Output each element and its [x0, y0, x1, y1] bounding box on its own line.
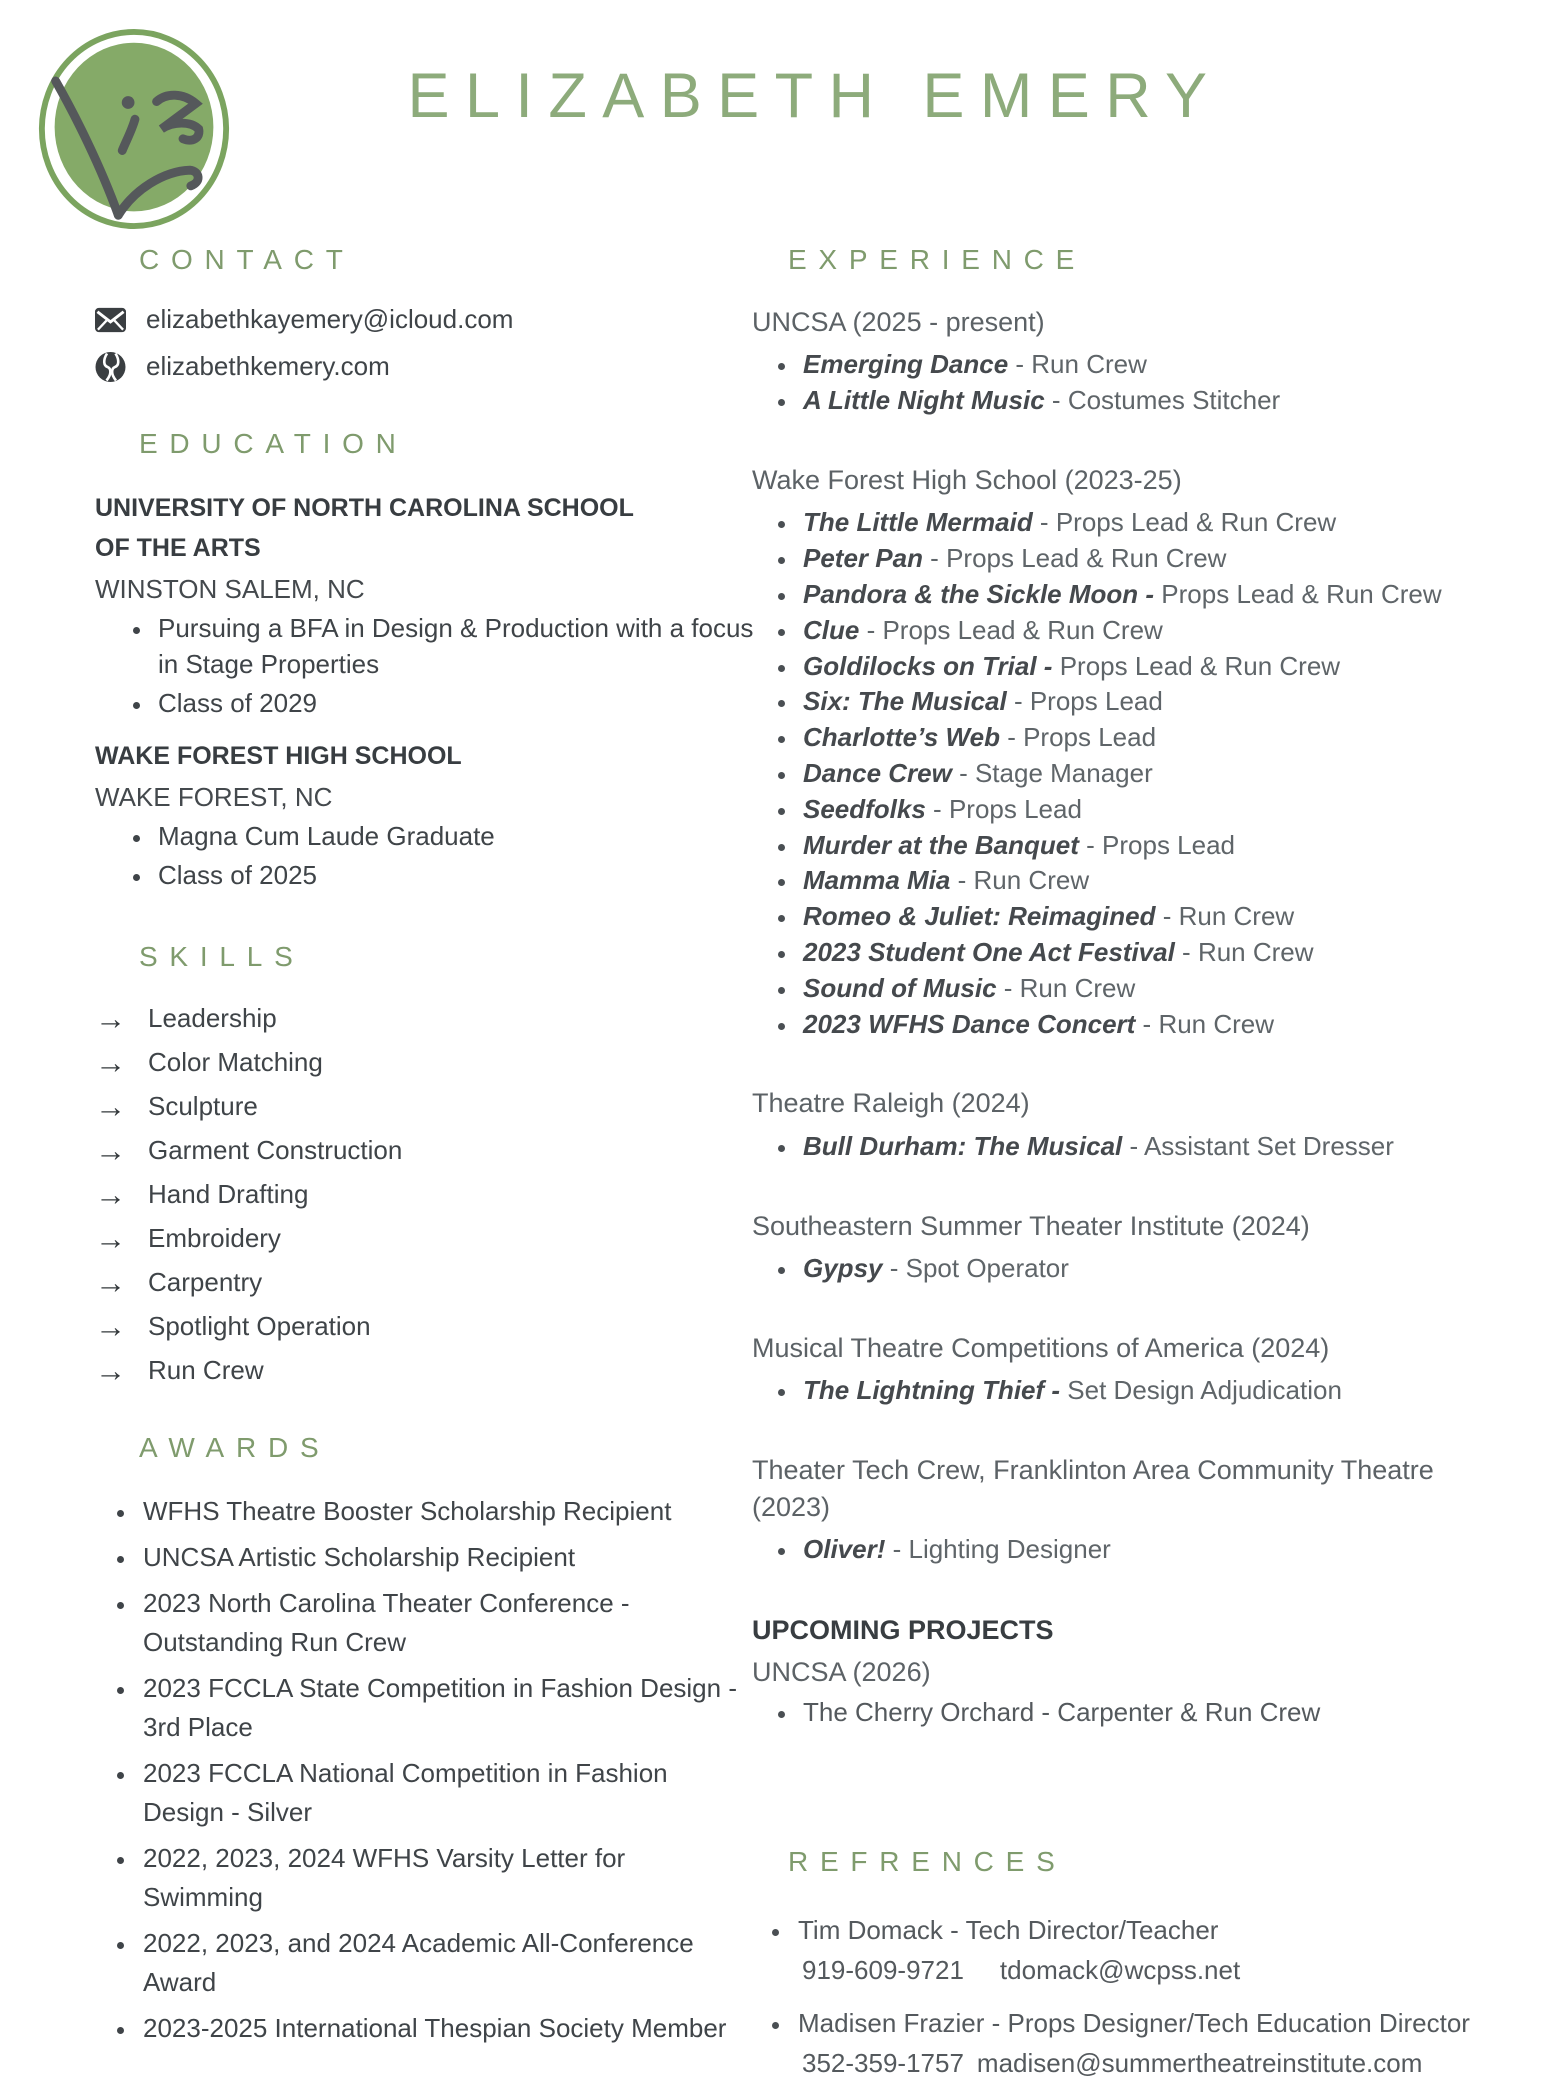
show-item	[798, 1696, 1452, 1730]
school-location: WINSTON SALEM, NC	[95, 574, 365, 604]
education-section	[95, 428, 754, 893]
skill-item	[95, 1353, 615, 1389]
education-bullet: • Class of 2029	[153, 686, 763, 722]
education-heading: EDUCATION	[139, 428, 408, 459]
references-list	[752, 1912, 1552, 2083]
show-item	[798, 542, 1452, 576]
skill-item	[95, 1309, 615, 1345]
show-role: Run Crew	[1158, 1008, 1275, 1039]
separator: -	[885, 1534, 909, 1564]
skill-label: Run Crew	[148, 1355, 264, 1386]
skill-item	[95, 1177, 615, 1213]
award-item: • 2023 FCCLA State Competition in Fashion Design - 3rd Place	[137, 1669, 743, 1747]
award-item: • 2023 FCCLA National Competition in Fashion Design - Silver	[137, 1754, 743, 1832]
show-item	[798, 506, 1452, 540]
show-title: The Lightning Thief -	[803, 1375, 1061, 1406]
separator: -	[922, 543, 947, 574]
show-item	[798, 578, 1452, 612]
references-heading: REFRENCES	[788, 1846, 1067, 1878]
separator: -	[1034, 1697, 1058, 1728]
reference-contact	[798, 1952, 1552, 1990]
separator: -	[996, 972, 1020, 1003]
education-bullet: • Class of 2025	[153, 858, 763, 894]
show-item	[798, 614, 1452, 648]
reference-contact	[798, 2045, 1552, 2083]
experience-group	[752, 462, 1452, 1041]
email-icon	[95, 305, 126, 335]
show-title: Clue	[803, 614, 860, 645]
reference-email: madisen@summertheatreinstitute.com	[976, 2048, 1423, 2079]
show-role: Props Lead & Run Crew	[946, 543, 1227, 574]
show-item	[798, 1533, 1452, 1567]
education-bullet: • Pursuing a BFA in Design & Production with a focus in Stage Properties	[153, 611, 763, 683]
show-title: Six: The Musical	[803, 686, 1007, 717]
show-list	[752, 1252, 1452, 1286]
skill-item	[95, 1133, 615, 1169]
show-title: Peter Pan	[803, 543, 923, 574]
reference-name: • Madisen Frazier - Props Designer/Tech Education Director	[798, 2008, 1470, 2039]
separator: -	[1032, 507, 1056, 538]
show-title: Gypsy	[803, 1253, 883, 1284]
upcoming-org: UNCSA (2026)	[752, 1656, 931, 1687]
contact-row-email	[95, 304, 615, 335]
show-role: Costumes Stitcher	[1067, 385, 1281, 416]
experience-group	[752, 304, 1452, 418]
skill-item	[95, 1265, 615, 1301]
separator: -	[951, 758, 975, 789]
show-title: Pandora & the Sickle Moon -	[803, 579, 1155, 610]
award-item: • WFHS Theatre Booster Scholarship Recipient	[137, 1492, 743, 1531]
upcoming-heading: UPCOMING PROJECTS	[752, 1614, 1054, 1645]
contact-email: elizabethkayemery@icloud.com	[146, 304, 514, 334]
show-role: Props Lead	[948, 793, 1082, 824]
show-role: Props Lead & Run Crew	[882, 614, 1163, 645]
reference-item	[792, 2005, 1552, 2082]
show-title: The Cherry Orchard	[803, 1697, 1035, 1728]
show-item	[798, 721, 1452, 755]
page-title: ELIZABETH EMERY	[407, 61, 1223, 131]
skill-item	[95, 1001, 615, 1037]
show-title: Seedfolks	[803, 793, 926, 824]
separator: -	[859, 614, 883, 645]
skill-label: Sculpture	[148, 1091, 258, 1122]
show-item	[798, 384, 1452, 418]
show-title: Charlotte’s Web	[803, 722, 1000, 753]
arrow-right-icon: →	[95, 1133, 126, 1169]
skill-label: Hand Drafting	[148, 1179, 309, 1210]
separator: -	[1044, 385, 1068, 416]
show-title: Emerging Dance	[803, 349, 1009, 380]
show-role: Lighting Designer	[908, 1534, 1111, 1564]
separator: -	[1174, 937, 1198, 968]
show-item	[798, 936, 1452, 970]
show-role: Assistant Set Dresser	[1143, 1130, 1394, 1161]
show-item	[798, 1374, 1452, 1408]
experience-group	[752, 1085, 1452, 1163]
show-list	[752, 1374, 1452, 1408]
separator: -	[925, 793, 949, 824]
award-item: • 2023-2025 International Thespian Society Member	[137, 2009, 743, 2048]
skill-label: Leadership	[148, 1003, 277, 1034]
skill-item	[95, 1089, 615, 1125]
arrow-right-icon: →	[95, 1089, 126, 1125]
experience-group	[752, 1452, 1452, 1567]
show-role: Spot Operator	[905, 1253, 1069, 1284]
show-item	[798, 757, 1452, 791]
contact-heading: CONTACT	[139, 244, 355, 275]
show-title: Sound of Music	[803, 972, 997, 1003]
reference-name: • Tim Domack - Tech Director/Teacher	[798, 1915, 1219, 1946]
show-title: 2023 Student One Act Festival	[803, 937, 1175, 968]
reference-email: tdomack@wcpss.net	[999, 1954, 1241, 1985]
skill-label: Garment Construction	[148, 1135, 403, 1166]
globe-icon	[95, 352, 126, 382]
show-title: Mamma Mia	[803, 865, 951, 896]
separator: -	[999, 722, 1024, 753]
education-bullet: • Magna Cum Laude Graduate	[153, 819, 763, 855]
experience-group	[752, 1330, 1452, 1408]
liz-logo-icon	[36, 26, 232, 232]
upcoming-projects-section	[752, 1615, 1452, 1730]
show-item	[798, 829, 1452, 863]
separator: -	[1078, 829, 1103, 860]
separator: -	[1122, 1130, 1144, 1161]
skill-label: Spotlight Operation	[148, 1311, 371, 1342]
award-item: • 2023 North Carolina Theater Conference - Outstanding Run Crew	[137, 1584, 743, 1662]
school-name: UNIVERSITY OF NORTH CAROLINA SCHOOL OF THE ARTS	[95, 494, 634, 562]
education-school-wfhs	[95, 736, 615, 894]
arrow-right-icon: →	[95, 1177, 126, 1213]
show-item	[798, 650, 1452, 684]
separator	[1052, 651, 1059, 681]
arrow-right-icon: →	[95, 1353, 126, 1389]
show-role: Stage Manager	[974, 758, 1153, 789]
show-item	[798, 1130, 1452, 1164]
reference-item	[792, 1912, 1552, 1989]
experience-groups	[752, 304, 1452, 1567]
show-item	[798, 348, 1452, 382]
show-item	[798, 685, 1452, 719]
separator: -	[950, 865, 974, 896]
show-item	[798, 864, 1452, 898]
show-item	[798, 972, 1452, 1006]
show-item	[798, 900, 1452, 934]
arrow-right-icon: →	[95, 1001, 126, 1037]
show-title: The Little Mermaid	[803, 507, 1033, 538]
separator: -	[882, 1253, 906, 1284]
experience-heading: EXPERIENCE	[788, 244, 1087, 275]
show-title: Bull Durham: The Musical	[803, 1130, 1123, 1161]
skill-item	[95, 1045, 615, 1081]
school-location: WAKE FOREST, NC	[95, 781, 333, 812]
show-role: Props Lead	[1029, 686, 1163, 717]
award-item: • 2022, 2023, and 2024 Academic All-Conference Award	[137, 1924, 743, 2002]
show-role: Props Lead	[1023, 722, 1157, 753]
show-title: A Little Night Music	[803, 385, 1045, 416]
contact-list	[95, 304, 615, 382]
experience-group	[752, 1208, 1452, 1286]
skill-item	[95, 1221, 615, 1257]
liz-logo	[36, 26, 232, 232]
contact-row-website	[95, 351, 615, 382]
show-role: Props Lead & Run Crew	[1055, 507, 1337, 538]
separator: -	[1008, 349, 1032, 380]
skill-label: Embroidery	[148, 1223, 281, 1254]
show-item	[798, 793, 1452, 827]
separator: -	[1155, 901, 1179, 932]
show-title: Goldilocks on Trial -	[803, 650, 1053, 681]
arrow-right-icon: →	[95, 1265, 126, 1301]
show-role: Run Crew	[1178, 901, 1295, 932]
skills-heading: SKILLS	[139, 941, 305, 973]
experience-org: Southeastern Summer Theater Institute (2024)	[752, 1210, 1310, 1241]
show-list	[752, 1533, 1452, 1567]
experience-org: Musical Theatre Competitions of America (2024)	[752, 1332, 1330, 1363]
separator: -	[1006, 686, 1030, 717]
award-item: • UNCSA Artistic Scholarship Recipient	[137, 1538, 743, 1577]
show-item	[798, 1252, 1452, 1286]
right-column	[752, 244, 1470, 2099]
upcoming-show-list	[752, 1696, 1452, 1730]
show-list	[752, 1130, 1452, 1164]
show-role: Run Crew	[1031, 349, 1147, 380]
show-title: Romeo & Juliet: Reimagined	[803, 901, 1156, 932]
arrow-right-icon: →	[95, 1309, 126, 1345]
show-list	[752, 348, 1452, 418]
show-role: Run Crew	[1197, 937, 1314, 968]
school-bullet-list	[95, 611, 763, 722]
experience-org: UNCSA (2025 - present)	[752, 307, 1045, 337]
award-item: • 2022, 2023, 2024 WFHS Varsity Letter for Swimming	[137, 1839, 743, 1917]
show-title: 2023 WFHS Dance Concert	[803, 1008, 1136, 1039]
school-bullet-list	[95, 819, 763, 894]
show-item	[798, 1008, 1452, 1042]
show-list	[752, 506, 1452, 1041]
skill-label: Carpentry	[148, 1267, 263, 1298]
show-role: Run Crew	[973, 865, 1090, 896]
show-title: Murder at the Banquet	[803, 829, 1079, 860]
awards-section	[95, 1432, 737, 2048]
show-title: Dance Crew	[803, 758, 952, 789]
awards-list	[95, 1492, 787, 2048]
show-role: Carpenter & Run Crew	[1057, 1697, 1321, 1728]
show-role: Set Design Adjudication	[1067, 1375, 1342, 1406]
show-role: Run Crew	[1019, 972, 1136, 1003]
education-school-uncsa	[95, 488, 754, 722]
skills-list	[95, 1001, 615, 1389]
show-title: Oliver!	[803, 1534, 886, 1564]
experience-org: Theatre Raleigh (2024)	[752, 1088, 1030, 1119]
contact-website: elizabethkemery.com	[146, 351, 390, 381]
skill-label: Color Matching	[148, 1047, 323, 1078]
left-column	[95, 244, 754, 2055]
separator: -	[1135, 1008, 1159, 1039]
experience-org: Wake Forest High School (2023-25)	[752, 465, 1182, 496]
arrow-right-icon: →	[95, 1045, 126, 1081]
school-name: WAKE FOREST HIGH SCHOOL	[95, 741, 462, 770]
experience-org: Theater Tech Crew, Franklinton Area Community Theatre (2023)	[752, 1455, 1434, 1522]
show-role: Props Lead & Run Crew	[1161, 579, 1442, 610]
skills-section	[95, 941, 615, 1389]
reference-phone: 919-609-9721	[802, 1954, 964, 1985]
show-role: Props Lead & Run Crew	[1059, 650, 1341, 681]
reference-phone: 352-359-1757	[802, 2048, 964, 2079]
show-role: Props Lead	[1102, 829, 1236, 860]
arrow-right-icon: →	[95, 1221, 126, 1257]
awards-heading: AWARDS	[139, 1432, 331, 1464]
